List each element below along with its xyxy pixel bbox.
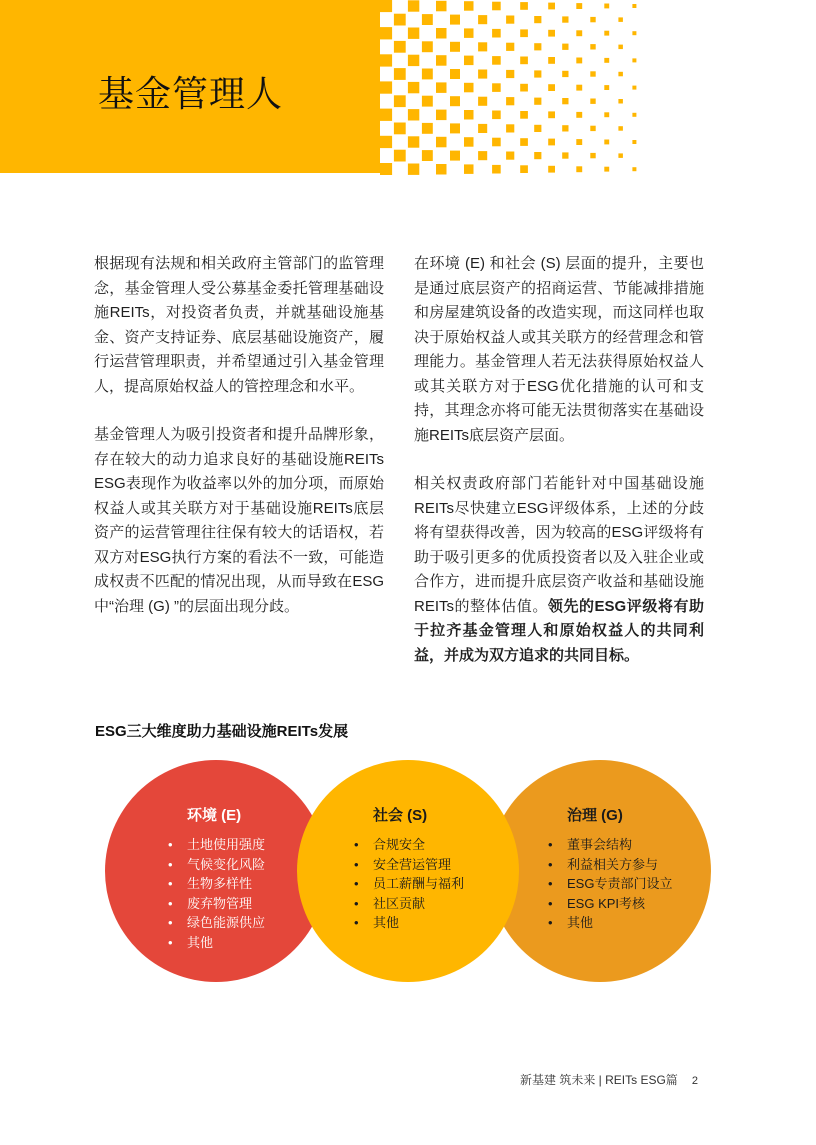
- bullet-icon: •: [548, 837, 553, 852]
- circle-heading: 环境 (E): [187, 807, 242, 824]
- list-item: • 合规安全: [353, 835, 464, 855]
- bullet-icon: •: [354, 876, 359, 891]
- bullet-icon: •: [168, 934, 173, 950]
- list-item: • 安全营运管理: [353, 855, 464, 875]
- list-item: • 土地使用强度: [167, 835, 265, 855]
- list-item: • ESG KPI考核: [547, 894, 672, 914]
- circle-environment: [105, 760, 327, 982]
- paragraph-emphasis: 领先的ESG评级将有助于拉齐基金管理人和原始权益人的共同利益，并成为双方追求的共同目标。: [414, 597, 704, 664]
- bullet-icon: •: [354, 837, 359, 852]
- footer-text: 新基建 筑未来 | REITs ESG篇: [520, 1073, 678, 1087]
- bullet-icon: •: [354, 895, 359, 911]
- list-item: • 董事会结构: [547, 835, 672, 855]
- bullet-icon: •: [168, 856, 173, 872]
- list-item: • 其他: [353, 913, 464, 933]
- bullet-icon: •: [548, 915, 553, 930]
- paragraph-text: 相关权责政府部门若能针对中国基础设施REITs尽快建立ESG评级体系，上述的分歧将有望获得改善，因为较高的ESG评级将有助于吸引更多的优质投资者以及入驻企业或合作方，进而提升底层资产收益和基础设施REITs的整体估值。: [414, 475, 704, 615]
- bullet-icon: •: [548, 856, 553, 872]
- bullet-icon: •: [168, 837, 173, 852]
- bullet-icon: •: [168, 876, 173, 891]
- environment-list: [167, 835, 265, 952]
- paragraph: 在环境 (E) 和社会 (S) 层面的提升，主要也是通过底层资产的招商运营、节能减排措施和房屋建筑设备的改造实现，而这同样也取决于原始权益人或其关联方的经营理念和管理能力。基金管理人若无法获得原始权益人或其关联方对于ESG优化措施的认可和支持，其理念亦将可能无法贯彻落实在基础设施REITs底层资产层面。: [414, 255, 704, 444]
- list-item: • 其他: [167, 933, 265, 953]
- list-item: • 员工薪酬与福利: [353, 874, 464, 894]
- list-item: • 废弃物管理: [167, 894, 265, 914]
- paragraph: 基金管理人为吸引投资者和提升品牌形象，存在较大的动力追求良好的基础设施REITs ESG表现作为收益率以外的加分项，而原始权益人或其关联方对于基础设施REITs底层资产的运营管理往往保有较大的话语权，若双方对ESG执行方案的看法不一致，可能造成权责不匹配的情况出现，从而导致在ESG中“治理 (G) ”的层面出现分歧。: [94, 426, 384, 615]
- bullet-icon: •: [168, 915, 173, 930]
- paragraph: 根据现有法规和相关政府主管部门的监管理念，基金管理人受公募基金委托管理基础设施REITs，对投资者负责，并就基础设施基金、资产支持证券、底层基础设施资产，履行运营管理职责，并希望通过引入基金管理人，提高原始权益人的管控理念和水平。: [94, 255, 384, 395]
- bullet-icon: •: [548, 876, 553, 891]
- header-banner: [0, 0, 380, 173]
- list-item: • 其他: [547, 913, 672, 933]
- right-text-column: [414, 252, 704, 692]
- page-number: 2: [691, 1075, 698, 1087]
- circle-heading: 社会 (S): [373, 807, 428, 824]
- social-list: [353, 835, 464, 933]
- bullet-icon: •: [548, 895, 553, 911]
- bullet-icon: •: [354, 915, 359, 930]
- list-item: • 生物多样性: [167, 874, 265, 894]
- paragraph: [414, 472, 704, 668]
- list-item: • 社区贡献: [353, 894, 464, 914]
- list-item: • 绿色能源供应: [167, 913, 265, 933]
- diagram-title: ESG三大维度助力基础设施REITs发展: [95, 723, 349, 740]
- list-item: • 利益相关方参与: [547, 855, 672, 875]
- list-item: • 气候变化风险: [167, 855, 265, 875]
- left-text-column: [94, 252, 384, 643]
- page-footer: [520, 1071, 698, 1088]
- circle-social: [297, 760, 519, 982]
- checker-pattern-decoration: [380, 0, 640, 175]
- list-item: • ESG专责部门设立: [547, 874, 672, 894]
- governance-list: [547, 835, 672, 933]
- bullet-icon: •: [168, 895, 173, 911]
- page-title: 基金管理人: [98, 74, 284, 115]
- circle-heading: 治理 (G): [567, 807, 623, 824]
- circle-governance: [489, 760, 711, 982]
- bullet-icon: •: [354, 856, 359, 872]
